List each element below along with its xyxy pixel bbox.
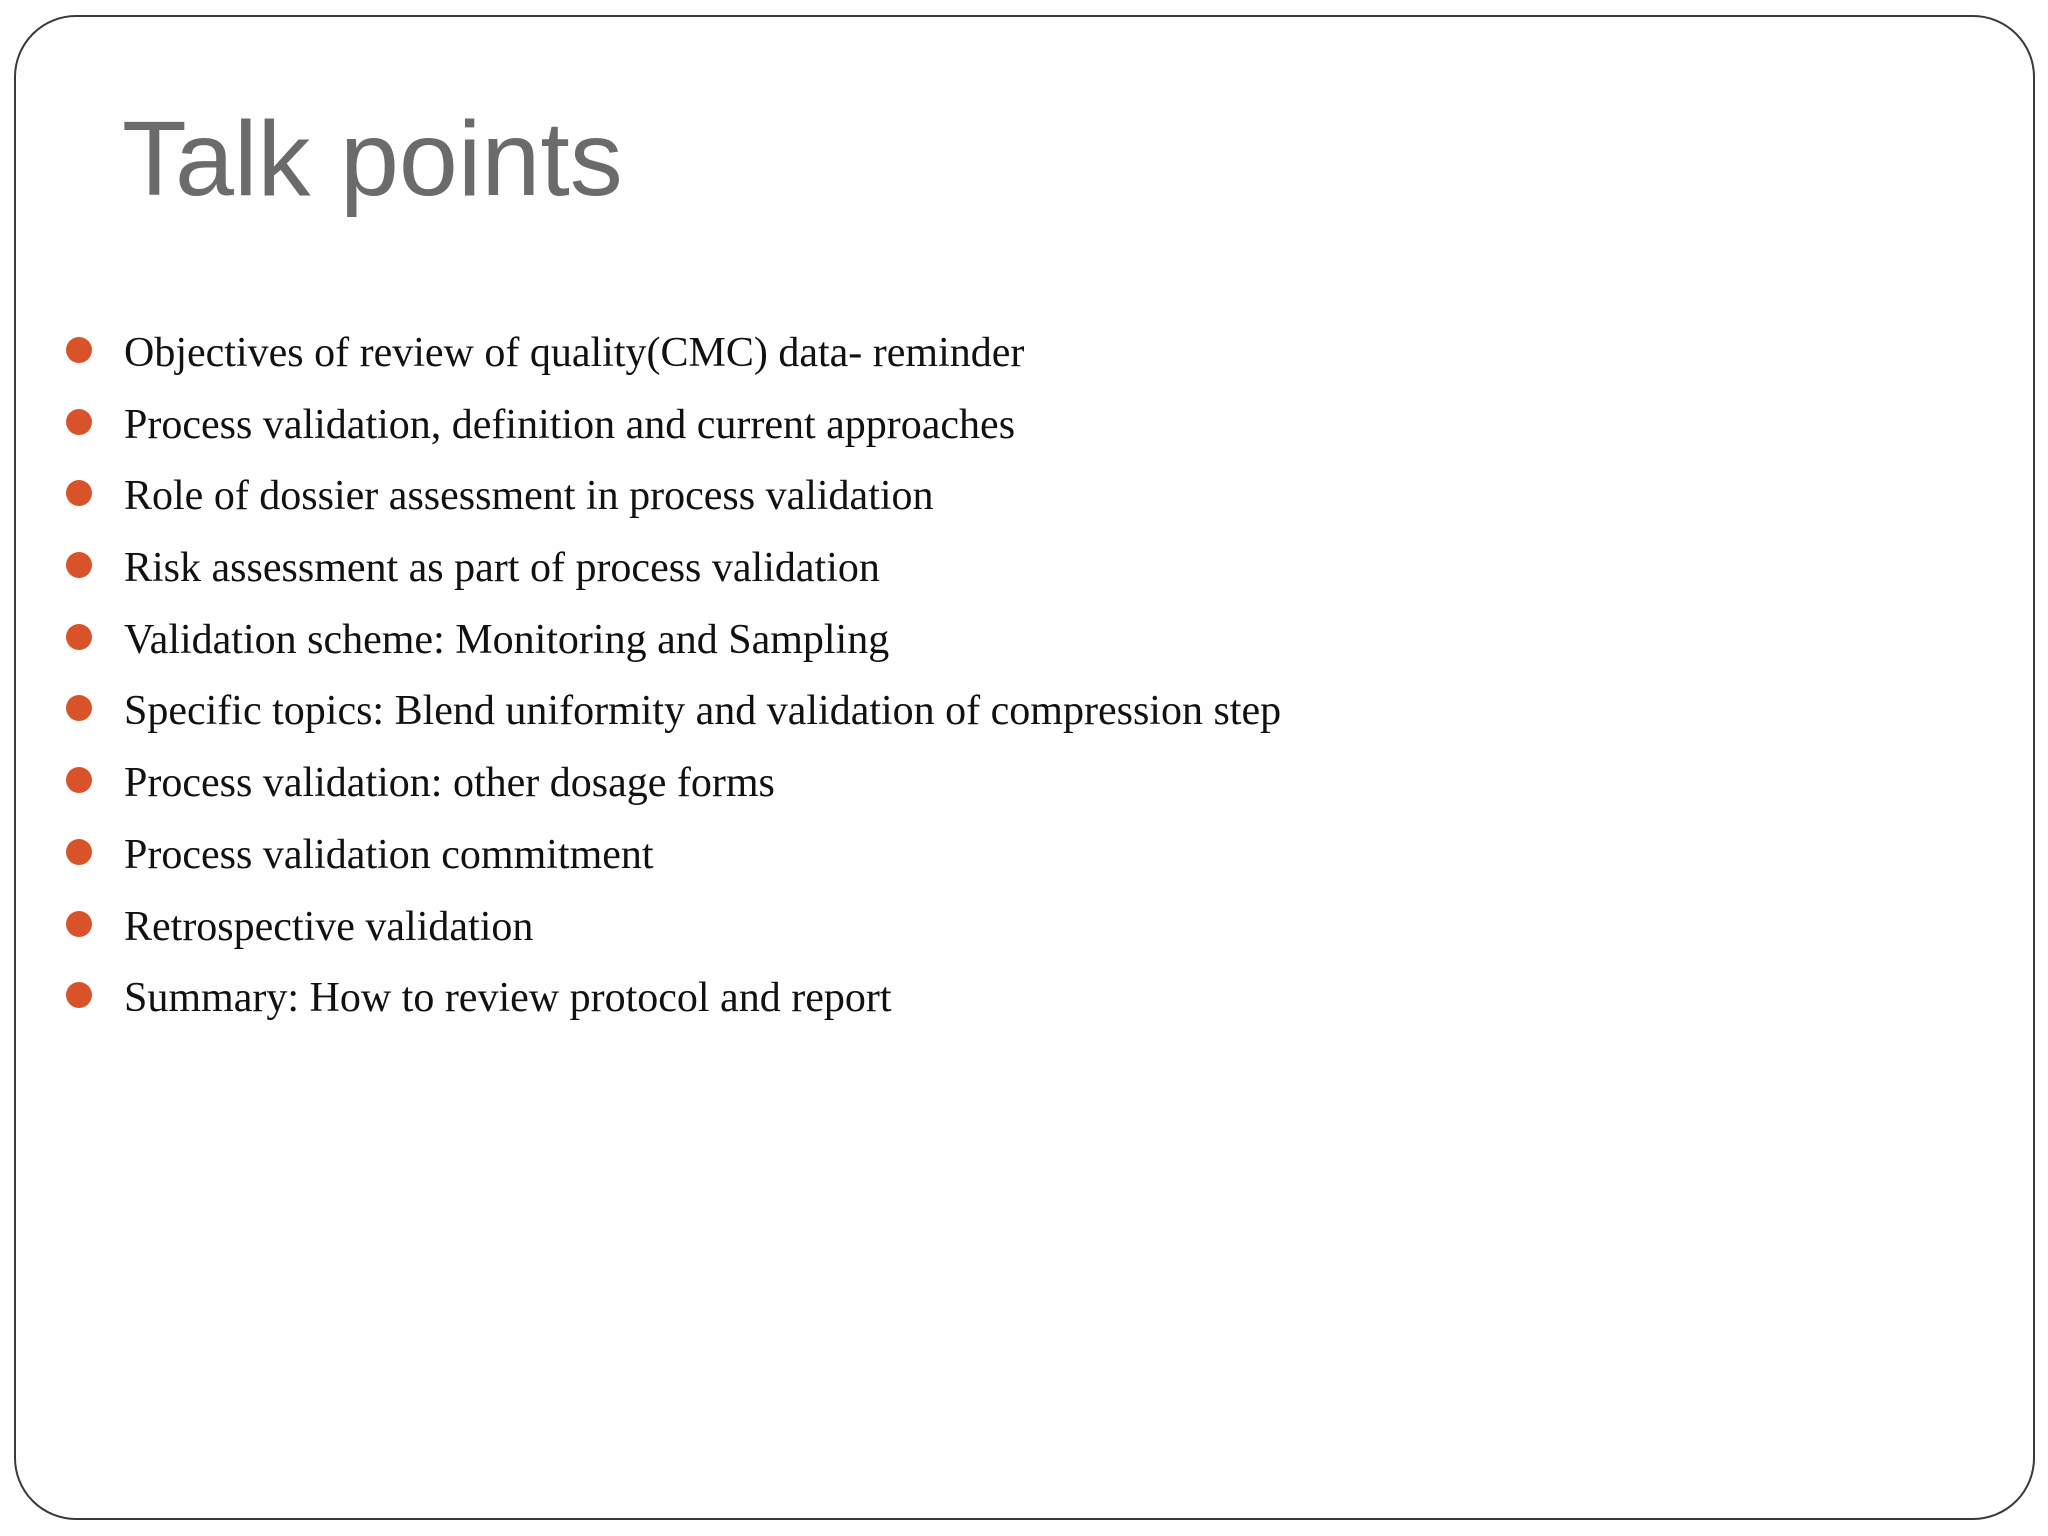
bullet-icon [66,982,92,1008]
list-item [16,460,2033,532]
list-item [16,675,2033,747]
bullet-text: Summary: How to review protocol and report [124,975,892,1022]
bullet-text: Process validation: other dosage forms [124,760,775,807]
bullet-icon [66,767,92,793]
bullet-text: Objectives of review of quality(CMC) data- reminder [124,330,1025,376]
list-item [16,891,2033,963]
list-item [16,604,2033,676]
bullet-icon [66,839,92,865]
list-item [16,532,2033,604]
list-item [16,317,2033,389]
bullet-list [16,317,2033,1034]
slide-frame [14,15,2035,1520]
bullet-text: Process validation, definition and current approaches [124,401,1016,448]
bullet-icon [66,695,92,721]
bullet-text: Risk assessment as part of process validation [124,545,880,592]
list-item [16,747,2033,819]
bullet-icon [66,624,92,650]
bullet-icon [66,409,92,435]
bullet-icon [66,337,92,363]
bullet-icon [66,480,92,506]
bullet-text: Process validation commitment [124,831,654,878]
list-item [16,962,2033,1034]
list-item [16,389,2033,461]
bullet-icon [66,552,92,578]
bullet-text: Role of dossier assessment in process validation [124,473,934,520]
slide-title: Talk points [122,100,623,218]
bullet-icon [66,911,92,937]
bullet-text: Validation scheme: Monitoring and Sampling [124,616,890,663]
bullet-text: Retrospective validation [124,903,534,950]
bullet-text: Specific topics: Blend uniformity and validation of compression step [124,688,1282,735]
list-item [16,819,2033,891]
